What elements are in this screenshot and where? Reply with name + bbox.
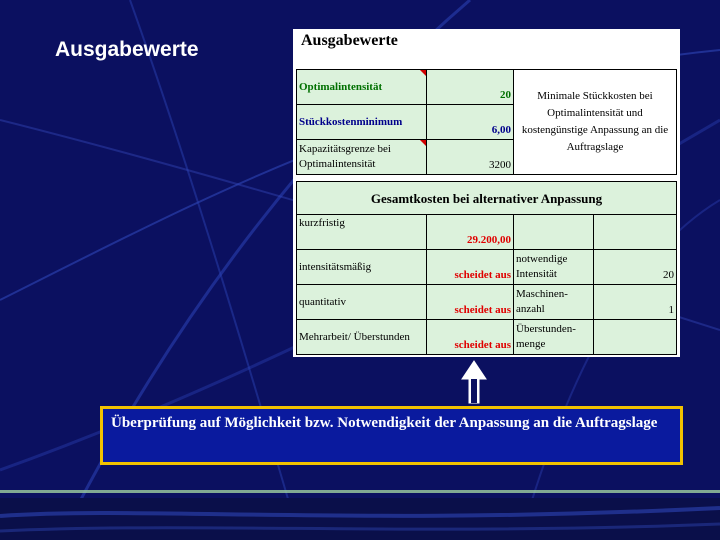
costs-header: Gesamtkosten bei alternativer Anpassung <box>297 182 677 215</box>
cost-row-label[interactable]: kurzfristig <box>297 215 427 250</box>
cost-row-extra-value[interactable] <box>594 215 677 250</box>
min-unit-cost-value[interactable]: 6,00 <box>427 105 514 140</box>
optimal-intensity-label[interactable]: Optimalintensität <box>297 70 427 105</box>
capacity-limit-value[interactable]: 3200 <box>427 140 514 175</box>
cost-row-extra-label[interactable] <box>514 215 594 250</box>
sheet-title: Ausgabewerte <box>301 32 398 49</box>
table-row <box>297 215 677 250</box>
cost-row-extra-label[interactable]: Maschinen-anzahl <box>514 285 594 320</box>
callout-box: Überprüfung auf Möglichkeit bzw. Notwendigkeit der Anpassung an die Auftragslage <box>100 406 683 465</box>
cost-row-value[interactable]: scheidet aus <box>427 250 514 285</box>
table-header-row <box>297 182 677 215</box>
cost-row-value[interactable]: 29.200,00 <box>427 215 514 250</box>
cost-row-extra-value[interactable]: 1 <box>594 285 677 320</box>
cost-row-extra-label[interactable]: notwendige Intensität <box>514 250 594 285</box>
spreadsheet-panel <box>293 29 680 357</box>
table-row <box>297 70 677 105</box>
costs-table <box>296 181 677 355</box>
cost-row-value[interactable]: scheidet aus <box>427 320 514 355</box>
output-note: Minimale Stückkosten bei Optimalintensität und kostengünstige Anpassung an die Auftragslage <box>514 70 677 175</box>
slide-title: Ausgabewerte <box>55 38 199 61</box>
optimal-intensity-value[interactable]: 20 <box>427 70 514 105</box>
bottom-decoration <box>0 486 720 540</box>
cost-row-extra-value[interactable]: 20 <box>594 250 677 285</box>
output-table <box>296 69 677 175</box>
cost-row-label[interactable]: quantitativ <box>297 285 427 320</box>
table-row <box>297 250 677 285</box>
min-unit-cost-label[interactable]: Stückkostenminimum <box>297 105 427 140</box>
table-row <box>297 320 677 355</box>
cost-row-label[interactable]: Mehrarbeit/ Überstunden <box>297 320 427 355</box>
cost-row-extra-value[interactable] <box>594 320 677 355</box>
table-row <box>297 285 677 320</box>
cost-row-extra-label[interactable]: Überstunden-menge <box>514 320 594 355</box>
up-arrow-icon <box>461 360 487 404</box>
capacity-limit-label[interactable]: Kapazitätsgrenze bei Optimalintensität <box>297 140 427 175</box>
cost-row-value[interactable]: scheidet aus <box>427 285 514 320</box>
cost-row-label[interactable]: intensitätsmäßig <box>297 250 427 285</box>
